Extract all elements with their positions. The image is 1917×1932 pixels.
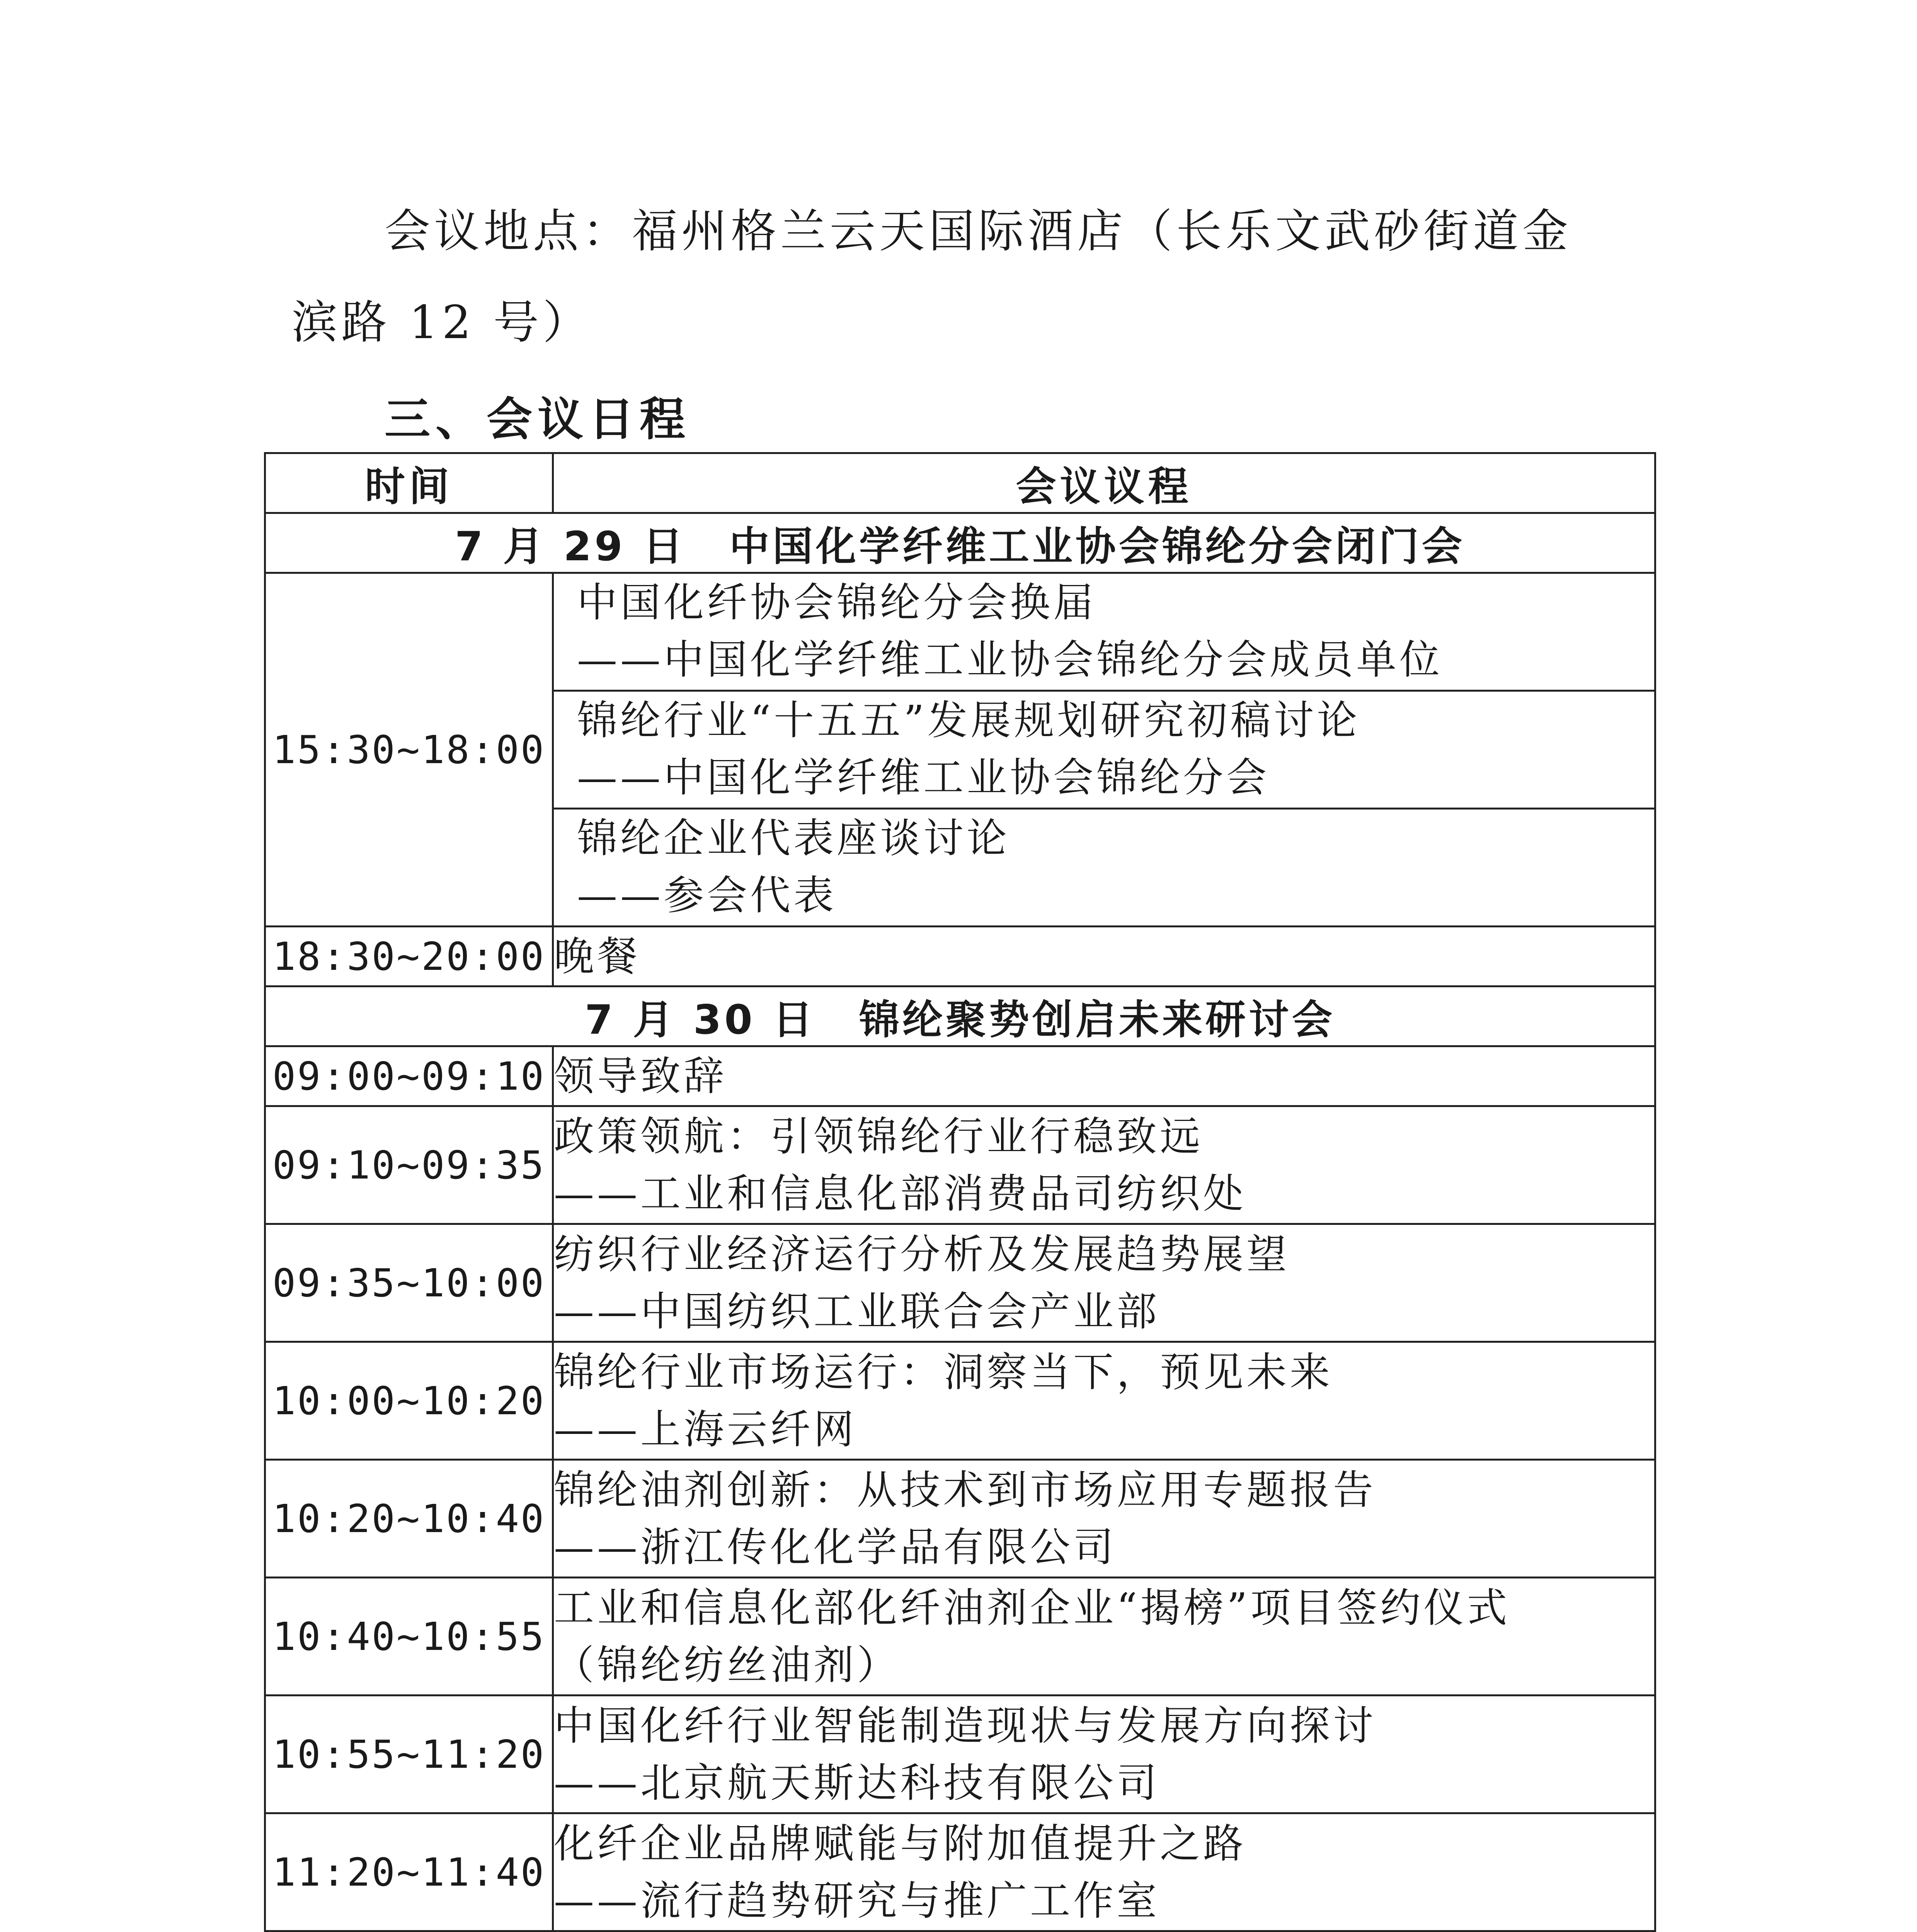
table-row	[265, 927, 1655, 986]
agenda-title: 工业和信息化部化纤油剂企业“揭榜”项目签约仪式	[554, 1584, 1510, 1631]
agenda-title: 政策领航：引领锦纶行业行稳致远	[554, 1113, 1204, 1160]
agenda-presenter: ——中国化学纤维工业协会锦纶分会成员单位	[577, 636, 1443, 683]
agenda-cell	[553, 1578, 1655, 1696]
table-row	[265, 1460, 1655, 1578]
agenda-table	[264, 452, 1656, 1932]
time-cell: 15:30~18:00	[265, 573, 553, 927]
agenda-title: 化纤企业品牌赋能与附加值提升之路	[554, 1820, 1247, 1867]
agenda-presenter: ——北京航天斯达科技有限公司	[554, 1759, 1160, 1806]
time-cell: 10:55~11:20	[265, 1696, 553, 1813]
agenda-cell	[553, 1342, 1655, 1460]
venue-paragraph	[292, 185, 1633, 368]
agenda-presenter: ——浙江传化化学品有限公司	[554, 1524, 1117, 1571]
agenda-presenter: ——工业和信息化部消费品司纺织处	[554, 1170, 1247, 1217]
agenda-title: 晚餐	[553, 927, 1655, 986]
time-cell: 09:10~09:35	[265, 1106, 553, 1224]
table-row	[265, 1813, 1655, 1931]
day2-title: 7 月 30 日 锦纶聚势创启未来研讨会	[265, 986, 1655, 1046]
time-cell: 11:20~11:40	[265, 1813, 553, 1931]
agenda-presenter: ——参会代表	[577, 872, 837, 919]
time-cell: 10:00~10:20	[265, 1342, 553, 1460]
time-cell: 09:35~10:00	[265, 1224, 553, 1342]
agenda-title: 领导致辞	[553, 1046, 1655, 1106]
agenda-subitem	[554, 808, 1654, 925]
agenda-title: 中国化纤协会锦纶分会换届	[577, 579, 1097, 626]
agenda-cell	[553, 1224, 1655, 1342]
venue-line-2: 滨路 12 号）	[292, 296, 592, 349]
agenda-cell	[553, 1106, 1655, 1224]
header-agenda: 会议议程	[553, 453, 1655, 513]
agenda-presenter: ——流行趋势研究与推广工作室	[554, 1877, 1160, 1924]
agenda-presenter: ——上海云纤网	[554, 1406, 857, 1453]
agenda-title: 锦纶行业“十五五”发展规划研究初稿讨论	[577, 697, 1360, 744]
table-row	[265, 573, 1655, 927]
table-row	[265, 1578, 1655, 1696]
table-row	[265, 1696, 1655, 1813]
day1-title-row	[265, 513, 1655, 573]
agenda-title: 锦纶企业代表座谈讨论	[577, 815, 1010, 862]
agenda-title: 锦纶油剂创新：从技术到市场应用专题报告	[554, 1466, 1377, 1514]
agenda-title: 纺织行业经济运行分析及发展趋势展望	[554, 1231, 1290, 1278]
agenda-subitem	[554, 690, 1654, 808]
agenda-cell	[553, 1813, 1655, 1931]
agenda-subitem	[554, 574, 1654, 690]
table-row	[265, 1106, 1655, 1224]
agenda-cell	[553, 1696, 1655, 1813]
agenda-title: 中国化纤行业智能制造现状与发展方向探讨	[554, 1702, 1377, 1749]
time-cell: 18:30~20:00	[265, 927, 553, 986]
table-row	[265, 1046, 1655, 1106]
section-3-heading: 三、会议日程	[385, 393, 691, 446]
agenda-presenter: （锦纶纺丝油剂）	[554, 1641, 901, 1689]
time-cell: 10:20~10:40	[265, 1460, 553, 1578]
time-cell: 10:40~10:55	[265, 1578, 553, 1696]
table-row	[265, 1342, 1655, 1460]
table-header-row	[265, 453, 1655, 513]
time-cell: 09:00~09:10	[265, 1046, 553, 1106]
agenda-cell	[553, 1460, 1655, 1578]
agenda-presenter: ——中国纺织工业联合会产业部	[554, 1288, 1160, 1335]
day2-title-row	[265, 986, 1655, 1046]
table-row	[265, 1224, 1655, 1342]
agenda-presenter: ——中国化学纤维工业协会锦纶分会	[577, 754, 1270, 801]
day1-title: 7 月 29 日 中国化学纤维工业协会锦纶分会闭门会	[265, 513, 1655, 573]
agenda-title: 锦纶行业市场运行：洞察当下，预见未来	[554, 1349, 1333, 1396]
venue-line-1: 会议地点：福州格兰云天国际酒店（长乐文武砂街道金	[385, 204, 1572, 258]
agenda-cell	[553, 573, 1655, 927]
header-time: 时间	[265, 453, 553, 513]
